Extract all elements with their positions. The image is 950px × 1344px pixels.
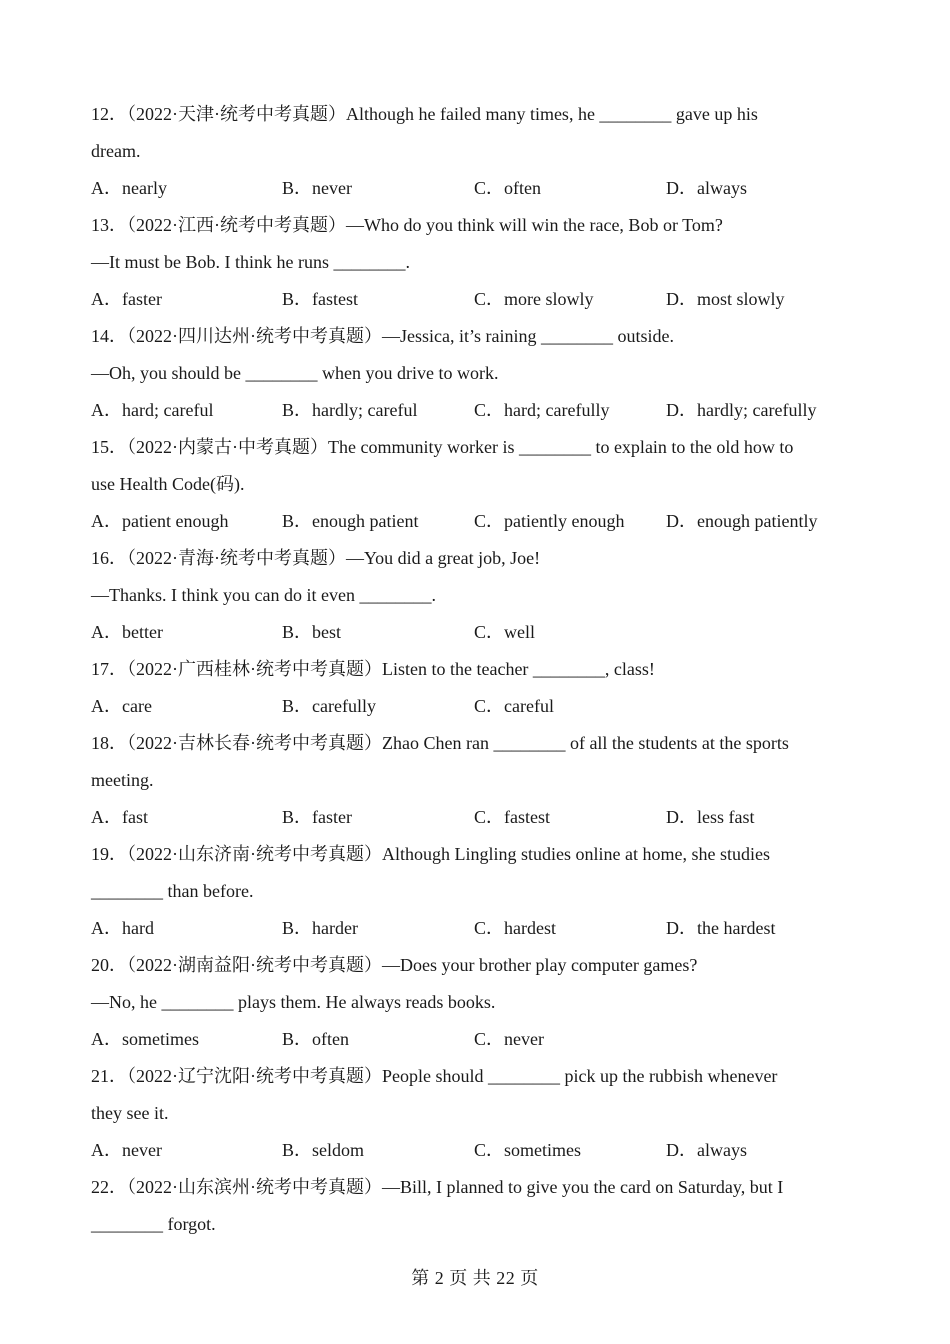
question-item bbox=[91, 207, 871, 318]
option-d: D．always bbox=[666, 1140, 747, 1160]
option-d: D．always bbox=[666, 178, 747, 198]
question-list bbox=[91, 96, 871, 1243]
question-continuation: use Health Code(码). bbox=[91, 474, 245, 494]
question-stem: 16．（2022·青海·统考中考真题）—You did a great job, Joe! bbox=[91, 548, 541, 568]
option-a: A．fast bbox=[91, 807, 148, 827]
answer-options bbox=[91, 799, 871, 836]
option-c: C．often bbox=[474, 178, 541, 198]
option-c: C．sometimes bbox=[474, 1140, 581, 1160]
answer-options bbox=[91, 688, 871, 725]
option-c: C．careful bbox=[474, 696, 554, 716]
option-b: B．best bbox=[282, 622, 342, 642]
option-c: C．well bbox=[474, 622, 535, 642]
question-stem: 19．（2022·山东济南·统考中考真题）Although Lingling studies online at home, she studies bbox=[91, 844, 770, 864]
option-b: B．never bbox=[282, 178, 352, 198]
option-b: B．hardly; careful bbox=[282, 400, 418, 420]
option-a: A．patient enough bbox=[91, 511, 229, 531]
option-b: B．carefully bbox=[282, 696, 376, 716]
question-continuation: —No, he ________ plays them. He always reads books. bbox=[91, 992, 496, 1012]
answer-options bbox=[91, 281, 871, 318]
question-stem: 20．（2022·湖南益阳·统考中考真题）—Does your brother play computer games? bbox=[91, 955, 698, 975]
question-stem: 15．（2022·内蒙古·中考真题）The community worker is ________ to explain to the old how to bbox=[91, 437, 794, 457]
question-item bbox=[91, 429, 871, 540]
option-a: A．sometimes bbox=[91, 1029, 199, 1049]
question-continuation: dream. bbox=[91, 141, 141, 161]
question-stem: 12．（2022·天津·统考中考真题）Although he failed many times, he ________ gave up his bbox=[91, 104, 758, 124]
option-a: A．better bbox=[91, 622, 163, 642]
option-d: D．hardly; carefully bbox=[666, 400, 817, 420]
answer-options bbox=[91, 1021, 871, 1058]
option-c: C．hard; carefully bbox=[474, 400, 610, 420]
question-continuation: ________ forgot. bbox=[91, 1214, 216, 1234]
option-d: D．enough patiently bbox=[666, 511, 818, 531]
option-b: B．faster bbox=[282, 807, 352, 827]
question-continuation: they see it. bbox=[91, 1103, 169, 1123]
option-a: A．never bbox=[91, 1140, 162, 1160]
answer-options bbox=[91, 614, 871, 651]
option-b: B．enough patient bbox=[282, 511, 419, 531]
question-item bbox=[91, 540, 871, 651]
option-b: B．fastest bbox=[282, 289, 358, 309]
option-a: A．nearly bbox=[91, 178, 167, 198]
question-item bbox=[91, 1169, 871, 1243]
option-b: B．often bbox=[282, 1029, 349, 1049]
question-item bbox=[91, 96, 871, 207]
option-a: A．hard; careful bbox=[91, 400, 214, 420]
option-d: D．less fast bbox=[666, 807, 755, 827]
option-d: D．the hardest bbox=[666, 918, 776, 938]
question-continuation: —Oh, you should be ________ when you drive to work. bbox=[91, 363, 499, 383]
option-c: C．never bbox=[474, 1029, 544, 1049]
answer-options bbox=[91, 170, 871, 207]
option-a: A．faster bbox=[91, 289, 162, 309]
question-stem: 13．（2022·江西·统考中考真题）—Who do you think will win the race, Bob or Tom? bbox=[91, 215, 723, 235]
option-a: A．hard bbox=[91, 918, 154, 938]
page-footer: 第 2 页 共 22 页 bbox=[411, 1268, 539, 1288]
answer-options bbox=[91, 503, 871, 540]
question-item bbox=[91, 836, 871, 947]
answer-options bbox=[91, 392, 871, 429]
option-a: A．care bbox=[91, 696, 152, 716]
question-item bbox=[91, 318, 871, 429]
answer-options bbox=[91, 910, 871, 947]
option-c: C．patiently enough bbox=[474, 511, 625, 531]
question-continuation: meeting. bbox=[91, 770, 154, 790]
question-stem: 21．（2022·辽宁沈阳·统考中考真题）People should ________ pick up the rubbish whenever bbox=[91, 1066, 778, 1086]
question-stem: 22．（2022·山东滨州·统考中考真题）—Bill, I planned to give you the card on Saturday, but I bbox=[91, 1177, 784, 1197]
question-stem: 14．（2022·四川达州·统考中考真题）—Jessica, it’s raining ________ outside. bbox=[91, 326, 674, 346]
question-stem: 18．（2022·吉林长春·统考中考真题）Zhao Chen ran ________ of all the students at the sports bbox=[91, 733, 789, 753]
question-item bbox=[91, 725, 871, 836]
option-c: C．fastest bbox=[474, 807, 550, 827]
option-b: B．harder bbox=[282, 918, 358, 938]
question-item bbox=[91, 1058, 871, 1169]
option-c: C．more slowly bbox=[474, 289, 594, 309]
question-continuation: ________ than before. bbox=[91, 881, 254, 901]
question-stem: 17．（2022·广西桂林·统考中考真题）Listen to the teacher ________, class! bbox=[91, 659, 655, 679]
answer-options bbox=[91, 1132, 871, 1169]
option-b: B．seldom bbox=[282, 1140, 365, 1160]
option-d: D．most slowly bbox=[666, 289, 785, 309]
question-item bbox=[91, 947, 871, 1058]
question-continuation: —Thanks. I think you can do it even ________. bbox=[91, 585, 436, 605]
question-continuation: —It must be Bob. I think he runs ________. bbox=[91, 252, 410, 272]
option-c: C．hardest bbox=[474, 918, 556, 938]
question-item bbox=[91, 651, 871, 725]
